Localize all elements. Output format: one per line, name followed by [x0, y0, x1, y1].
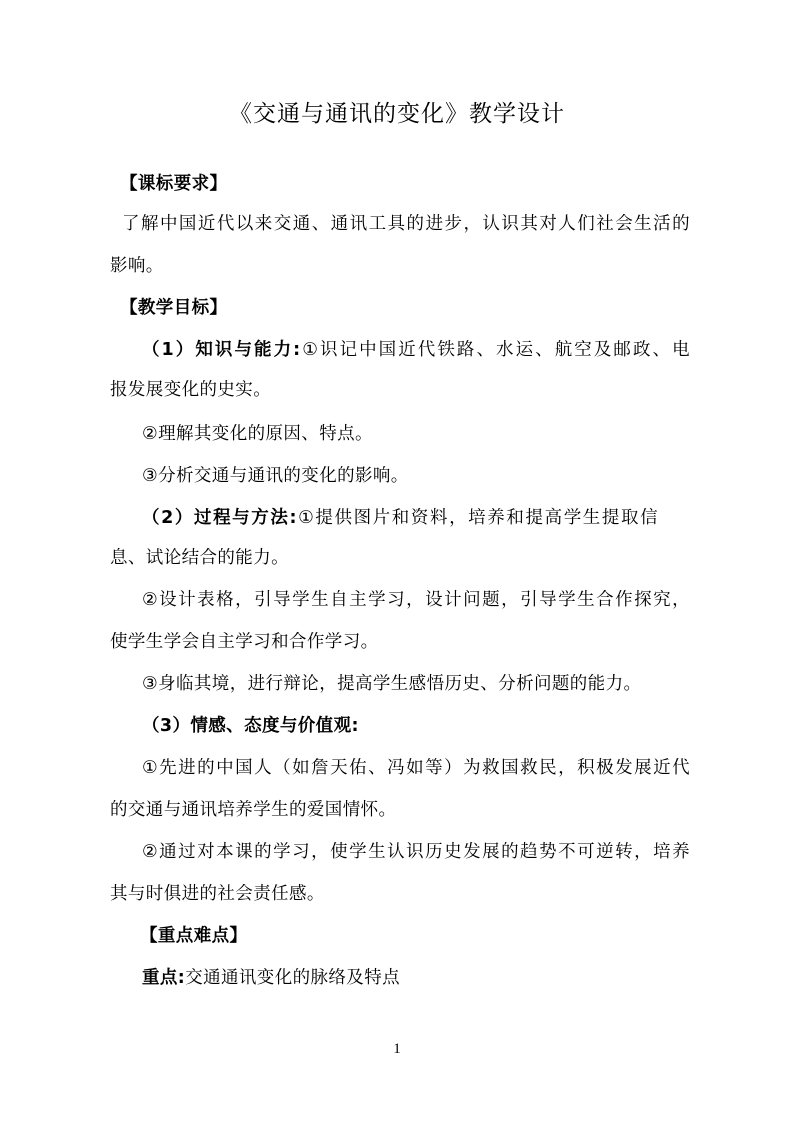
paragraph-line: 息、试论结合的能力。: [110, 548, 289, 568]
paragraph-line: 了解中国近代以来交通、通讯工具的进步，认识其对人们社会生活的: [122, 214, 690, 234]
paragraph-line: ③分析交通与通讯的变化的影响。: [142, 466, 409, 486]
goal-label-knowledge: （1）知识与能力:: [142, 340, 301, 360]
paragraph-line: 其与时俱进的社会责任感。: [110, 884, 325, 904]
paragraph-line: 的交通与通讯培养学生的爱国情怀。: [110, 800, 397, 820]
page-number: 1: [393, 1041, 401, 1057]
paragraph-line: ②理解其变化的原因、特点。: [142, 424, 373, 444]
paragraph-line: 使学生学会自主学习和合作学习。: [110, 632, 379, 652]
paragraph-line: [142, 504, 658, 532]
section-heading-curriculum: 【课标要求】: [120, 174, 228, 194]
paragraph-line: ③身临其境，进行辩论，提高学生感悟历史、分析问题的能力。: [142, 674, 642, 694]
goal-text: ①识记中国近代铁路、水运、航空及邮政、电: [300, 340, 691, 360]
paragraph-line: [142, 336, 690, 364]
goal-label-process: （2）过程与方法:: [142, 508, 297, 528]
goal-label-values: （3）情感、态度与价值观:: [142, 716, 359, 736]
paragraph-line: 报发展变化的史实。: [110, 380, 272, 400]
key-point-label: 重点:: [142, 968, 186, 988]
key-point-text: 交通通讯变化的脉络及特点: [185, 968, 401, 988]
paragraph-line: ①先进的中国人（如詹天佑、冯如等）为救国救民，积极发展近代: [142, 758, 690, 778]
paragraph-line: ②通过对本课的学习，使学生认识历史发展的趋势不可逆转，培养: [142, 842, 690, 862]
document-title: 《交通与通讯的变化》教学设计: [229, 101, 565, 127]
paragraph-line: 影响。: [110, 256, 164, 276]
section-heading-goals: 【教学目标】: [120, 298, 228, 318]
paragraph-line: ②设计表格，引导学生自主学习，设计问题，引导学生合作探究，: [142, 590, 690, 610]
section-heading-key-points: 【重点难点】: [140, 926, 248, 946]
goal-text: ①提供图片和资料，培养和提高学生提取信: [296, 508, 658, 528]
paragraph-line: [142, 964, 722, 992]
